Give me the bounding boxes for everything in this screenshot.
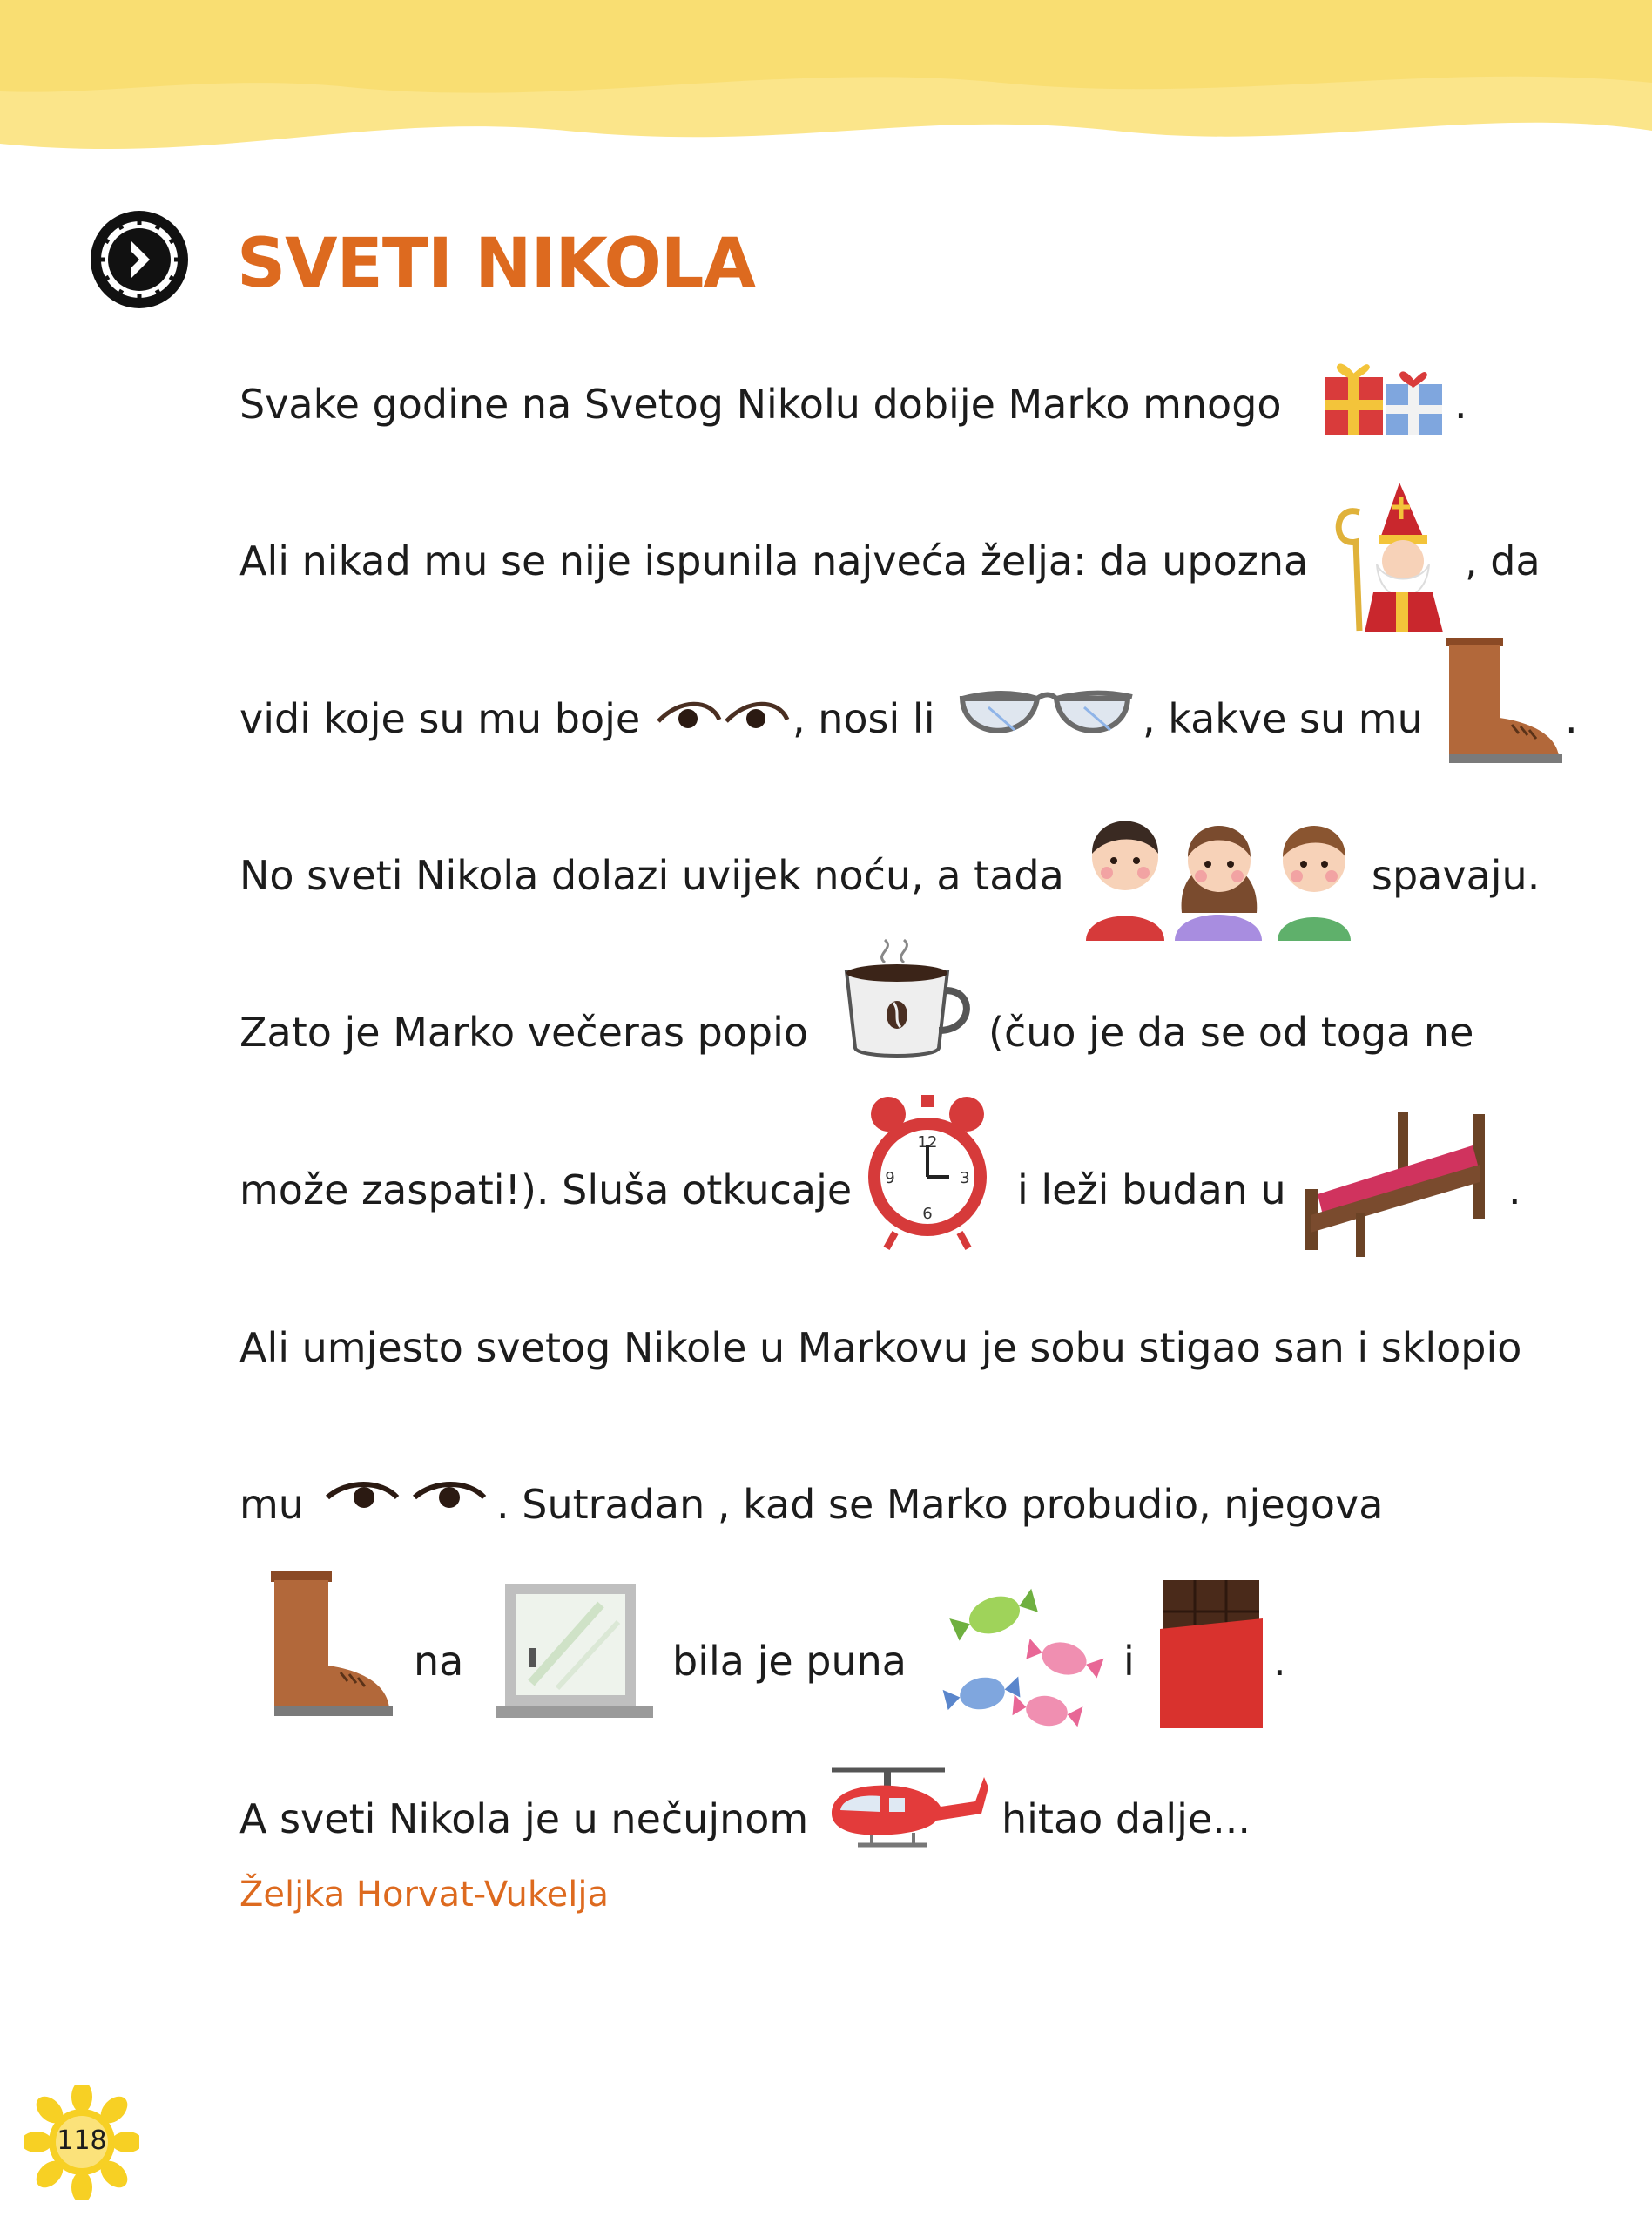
story-line-2: Ali nikad mu se nije ispunila najveća želja: da upozna — [239, 537, 1309, 585]
story-line-5: Zato je Marko večeras popio — [239, 1009, 809, 1056]
chocolate-icon — [1156, 1577, 1265, 1732]
reading-clock-icon — [87, 207, 192, 312]
story-line-2-end: , da — [1465, 537, 1541, 585]
clock-number-6: 6 — [922, 1205, 933, 1223]
clock-number-9: 9 — [885, 1169, 895, 1187]
glasses-icon — [954, 679, 1136, 749]
top-yellow-band — [0, 0, 1652, 183]
story-line-1-end: . — [1454, 381, 1467, 428]
story-line-3-a: vidi koje su mu boje — [239, 695, 641, 742]
story-line-7: Ali umjesto svetog Nikole u Markovu je sobu stigao san i sklopio — [239, 1324, 1522, 1371]
helicopter-icon — [823, 1761, 988, 1853]
children-icon — [1084, 803, 1354, 941]
story-line-8-end: . Sutradan , kad se Marko probudio, njegova — [496, 1481, 1384, 1528]
story-line-6: može zaspati!). Sluša otkucaje — [239, 1166, 853, 1213]
boot-icon — [1437, 634, 1568, 767]
bed-icon — [1302, 1111, 1495, 1257]
clock-number-12: 12 — [917, 1133, 938, 1152]
coffee-cup-icon — [836, 936, 975, 1065]
saint-nicholas-icon — [1328, 477, 1459, 632]
story-line-4-end: spavaju. — [1372, 852, 1541, 899]
page-title: SVETI NIKOLA — [237, 225, 755, 303]
page-number: 118 — [57, 2125, 107, 2156]
story-line-6-b: i leži budan u — [1017, 1166, 1286, 1213]
story-line-3-c: , kakve su mu — [1143, 695, 1423, 742]
eyes-icon — [324, 1477, 489, 1520]
story-line-5-end: (čuo je da se od toga ne — [988, 1009, 1474, 1056]
story-line-1: Svake godine na Svetog Nikolu dobije Marko mnogo — [239, 381, 1282, 428]
boot-icon — [266, 1568, 396, 1720]
story-line-10-end: hitao dalje... — [1001, 1795, 1251, 1842]
story-line-9-b: bila je puna — [672, 1638, 907, 1685]
alarm-clock-icon — [862, 1093, 993, 1250]
author-name: Željka Horvat-Vukelja — [239, 1875, 609, 1915]
story-line-3-end: . — [1565, 695, 1578, 742]
story-line-9-a: na — [414, 1638, 464, 1685]
eyes-icon — [653, 697, 792, 740]
gifts-icon — [1322, 353, 1446, 438]
clock-number-3: 3 — [960, 1169, 970, 1187]
candies-icon — [934, 1578, 1108, 1735]
story-line-9-end: . — [1273, 1638, 1286, 1685]
story-line-4: No sveti Nikola dolazi uvijek noću, a tada — [239, 852, 1064, 899]
story-line-10: A sveti Nikola je u nečujnom — [239, 1795, 809, 1842]
story-line-6-end: . — [1508, 1166, 1521, 1213]
story-line-9-c: i — [1123, 1638, 1135, 1685]
window-icon — [496, 1578, 653, 1722]
story-line-3-b: , nosi li — [792, 695, 935, 742]
story-line-8: mu — [239, 1481, 304, 1528]
